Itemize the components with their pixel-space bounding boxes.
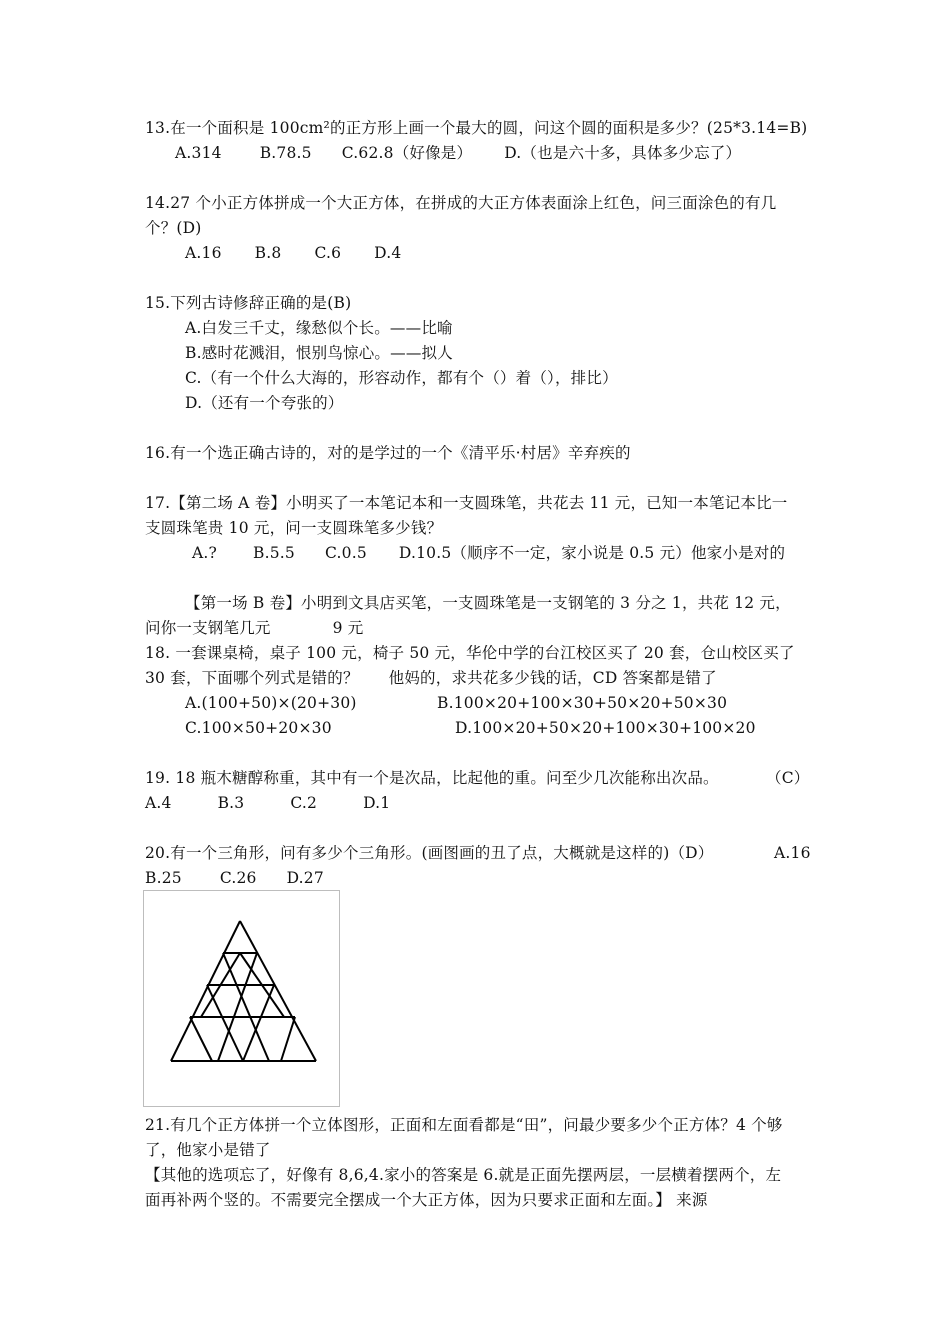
q14-options <box>185 243 401 263</box>
q19-option-d: D.1 <box>363 794 391 812</box>
q19-options <box>145 793 390 813</box>
q17-variant-b-question: 问你一支钢笔几元 <box>145 619 271 637</box>
q20-options <box>145 868 324 888</box>
q17-variant-b-line2 <box>145 618 364 638</box>
q19-answer: （C） <box>766 769 810 787</box>
triangle-drawing <box>144 891 339 1106</box>
q14-option-d: D.4 <box>374 244 402 262</box>
q19-option-c: C.2 <box>290 794 318 812</box>
q19-option-b: B.3 <box>217 794 245 812</box>
q21-stem-line1: 21.有几个正方体拼一个立体图形，正面和左面看都是“田”，问最少要多少个正方体？4 个够 <box>145 1116 783 1134</box>
q17-variant-b-answer: 9 元 <box>332 619 364 637</box>
q14-option-c: C.6 <box>314 244 342 262</box>
q18-option-d: D.100×20+50×20+100×30+100×20 <box>455 719 756 737</box>
q20-option-c: C.26 <box>219 869 257 887</box>
q20-option-d: D.27 <box>286 869 324 887</box>
q13-options <box>175 143 741 163</box>
q15-option-a: A.白发三千丈，缘愁似个长。——比喻 <box>185 319 453 337</box>
q16-stem: 16.有一个选正确古诗的，对的是学过的一个《清平乐·村居》辛弃疾的 <box>145 444 631 462</box>
q13-option-d: D.（也是六十多，具体多少忘了） <box>504 144 742 162</box>
q18-stem-line1: 18. 一套课桌椅，桌子 100 元，椅子 50 元，华伦中学的台江校区买了 20 套，仓山校区买了 <box>145 644 795 662</box>
q17-stem-line2: 支圆珠笔贵 10 元，问一支圆珠笔多少钱？ <box>145 519 443 537</box>
q14-option-b: B.8 <box>254 244 282 262</box>
q13-option-a: A.314 <box>175 144 222 162</box>
q17-options <box>192 543 785 563</box>
q15-option-c: C.（有一个什么大海的，形容动作，都有个（）着（），排比） <box>185 369 618 387</box>
q19-option-a: A.4 <box>145 794 172 812</box>
q14-stem-line2: 个？(D) <box>145 219 202 237</box>
q20-stem: 20.有一个三角形，问有多少个三角形。(画图画的丑了点，大概就是这样的)（D） <box>145 844 714 862</box>
q19-stem: 19. 18 瓶木糖醇称重，其中有一个是次品，比起他的重。问至少几次能称出次品。 <box>145 769 719 787</box>
q14-stem-line1: 14.27 个小正方体拼成一个大正方体，在拼成的大正方体表面涂上红色，问三面涂色的有几 <box>145 194 777 212</box>
q18-option-a: A.(100+50)×(20+30) <box>185 694 357 712</box>
q18-stem-remark: 他妈的，求共花多少钱的话，CD 答案都是错了 <box>388 669 717 687</box>
q20-option-b: B.25 <box>145 869 182 887</box>
q17-stem-line1: 17.【第二场 A 卷】小明买了一本笔记本和一支圆珠笔，共花去 11 元，已知一本笔记本比一 <box>145 494 788 512</box>
q17-option-b: B.5.5 <box>253 544 295 562</box>
q20-option-a: A.16 <box>774 844 811 862</box>
q18-stem-question: 30 套，下面哪个列式是错的？ <box>145 669 359 687</box>
q13-option-c: C.62.8（好像是） <box>341 144 473 162</box>
q17-variant-b-line1: 【第一场 B 卷】小明到文具店买笔，一支圆珠笔是一支钢笔的 3 分之 1，共花 12 元， <box>185 594 791 612</box>
q18-option-b: B.100×20+100×30+50×20+50×30 <box>437 694 728 712</box>
q17-option-a: A.? <box>192 544 218 562</box>
q18-stem-line2 <box>145 668 717 688</box>
triangle-figure <box>143 890 340 1107</box>
q21-note-line1: 【其他的选项忘了，好像有 8,6,4.家小的答案是 6.就是正面先摆两层，一层横着摆两个，左 <box>145 1166 782 1184</box>
q14-option-a: A.16 <box>185 244 222 262</box>
q15-option-b: B.感时花溅泪，恨别鸟惊心。——拟人 <box>185 344 453 362</box>
q18-option-c: C.100×50+20×30 <box>185 719 332 737</box>
q13-option-b: B.78.5 <box>259 144 312 162</box>
q21-note-line2: 面再补两个竖的。不需要完全摆成一个大正方体，因为只要求正面和左面。】 来源 <box>145 1191 708 1209</box>
q21-stem-line2: 了，他家小是错了 <box>145 1141 271 1159</box>
q15-option-d: D.（还有一个夸张的） <box>185 394 344 412</box>
q17-option-c: C.0.5 <box>325 544 367 562</box>
q17-option-d: D.10.5（顺序不一定，家小说是 0.5 元）他家小是对的 <box>398 544 786 562</box>
q15-stem: 15.下列古诗修辞正确的是(B) <box>145 294 352 312</box>
q13-stem: 13.在一个面积是 100cm²的正方形上画一个最大的圆，问这个圆的面积是多少？(25*3.14=B) <box>145 119 808 137</box>
